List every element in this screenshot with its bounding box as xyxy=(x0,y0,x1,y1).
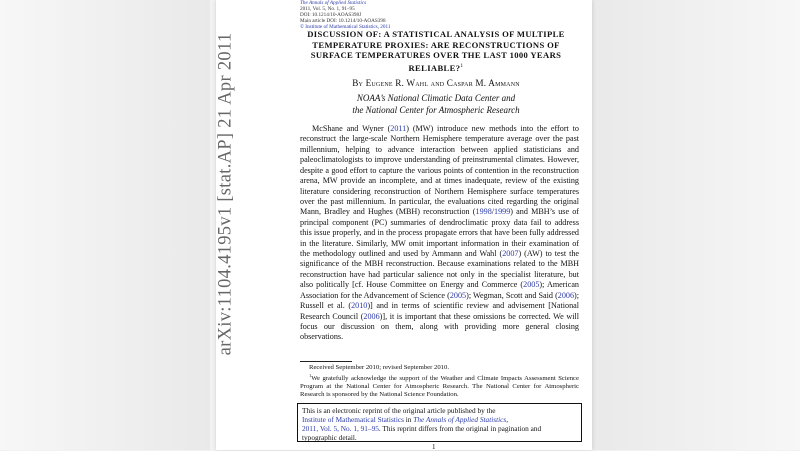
text-span: ); American Association for the Advancement of Science ( xyxy=(300,280,579,300)
text-span: )], it is important that these omissions be corrected. We will focus our discussion on them, along with providing more general closing observations. xyxy=(300,311,579,342)
header-doi: DOI: 10.1214/10-AOAS398J xyxy=(300,12,362,18)
acknowledgement-note xyxy=(300,372,579,399)
footnote-rule xyxy=(300,361,352,362)
ack-footnote-mark: 1 xyxy=(309,373,312,378)
received-note: Received September 2010; revised September 2010. xyxy=(309,364,450,371)
reprint-text-1: This is an electronic reprint of the original article published by the xyxy=(302,406,496,415)
volume-link[interactable]: 2011, Vol. 5, No. 1, 91–95 xyxy=(302,424,379,433)
header-copyright[interactable]: © Institute of Mathematical Statistics, 2011 xyxy=(300,24,391,30)
title-text: DISCUSSION OF: A STATISTICAL ANALYSIS OF MULTIPLE TEMPERATURE PROXIES: ARE RECONSTRUCTIONS OF SURFACE TEMPERATURES OVER THE LAST 1000 YEARS RELIABLE? xyxy=(307,29,565,73)
header-journal[interactable]: The Annals of Applied Statistics xyxy=(300,0,367,6)
text-span: ) (MW) introduce new methods into the effort to reconstruct the large-scale Northern Hemisphere temperature average over the past millennium, helping to advance interaction between applied statisticians and paleoclimatologists to improve understanding of preinstrumental climates. However, despite a good effort to capture the various points of contention in the reconstruction arena, MW provide an incomplete, and at times inadequate, review of the existing literature considering reconstruction of Northern Hemisphere surface temperatures over the past millennium. In particular, the evaluations cited regarding the original Mann, Bradley and Hughes (MBH) reconstruction ( xyxy=(300,124,579,217)
text-span: in xyxy=(403,415,414,424)
reprint-notice xyxy=(297,403,582,442)
citation-link[interactable]: 2007 xyxy=(502,249,519,259)
text-span: )] and in terms of scientific review and advisement [National Research Council ( xyxy=(300,301,579,321)
header-main-doi: Main article DOI: 10.1214/10-AOAS398 xyxy=(300,18,386,24)
text-span: McShane and Wyner ( xyxy=(312,124,391,133)
title-footnote-mark: 1 xyxy=(460,62,464,69)
affiliation xyxy=(300,93,572,116)
affiliation-line-2: the National Center for Atmospheric Research xyxy=(352,104,520,115)
citation-link[interactable]: 2005 xyxy=(523,280,540,290)
text-span: ) and MBH’s use of principal component (PC) summaries of dendroclimatic proxy data fail to address this issue properly, and in the process propagate errors that have been fully addressed in the literature. Similarly, MW omit important information in their examination of the methodology outlined and used by Ammann and Wahl ( xyxy=(300,207,580,259)
paper-title xyxy=(300,29,572,73)
text-span: ); Wegman, Scott and Said ( xyxy=(466,290,558,300)
right-background xyxy=(590,0,800,450)
citation-link[interactable]: 1999 xyxy=(494,207,511,217)
ack-text: We gratefully acknowledge the support of the Weather and Climate Impacts Assessment Science Program at the National Center for Atmospheric Research. The National Center for Atmospheric Research is sponsored by the National Science Foundation. xyxy=(300,375,579,399)
institute-link[interactable]: Institute of Mathematical Statistics xyxy=(302,415,404,424)
paper-authors: By Eugene R. Wahl and Caspar M. Ammann xyxy=(352,78,520,88)
page-number: 1 xyxy=(432,443,436,451)
reprint-text-2: . This reprint differs from the original in pagination and typographic detail. xyxy=(302,424,542,442)
citation-link[interactable]: 2006 xyxy=(557,290,575,300)
body-paragraph xyxy=(300,124,579,343)
header-volume: 2011, Vol. 5, No. 1, 91–95 xyxy=(300,6,355,12)
citation-link[interactable]: 2006 xyxy=(363,311,380,321)
journal-link[interactable]: The Annals of Applied Statistics xyxy=(413,415,507,424)
footnotes xyxy=(300,364,579,399)
left-background xyxy=(0,0,210,450)
text-span: , xyxy=(506,415,509,424)
text-span: ); Russell et al. ( xyxy=(300,290,579,311)
citation-link[interactable]: 1998 xyxy=(475,207,492,217)
text-span: ) (AW) to test the significance of the MBH reconstruction. Because examinations related to the MBH reconstruction have had particular salience not only in the specialist literature, but also politically [cf. House Committee on Energy and Commerce ( xyxy=(300,249,579,290)
affiliation-line-1: NOAA’s National Climatic Data Center and xyxy=(356,93,516,103)
citation-link[interactable]: 2005 xyxy=(449,290,467,300)
arxiv-id: arXiv:1104.4195v1 [stat.AP] 21 Apr 2011 xyxy=(215,32,236,356)
citation-link[interactable]: 2011 xyxy=(390,124,407,133)
body-text xyxy=(300,124,579,343)
text-span: / xyxy=(491,207,495,217)
journal-header xyxy=(300,0,390,30)
citation-link[interactable]: 2010 xyxy=(351,301,368,311)
